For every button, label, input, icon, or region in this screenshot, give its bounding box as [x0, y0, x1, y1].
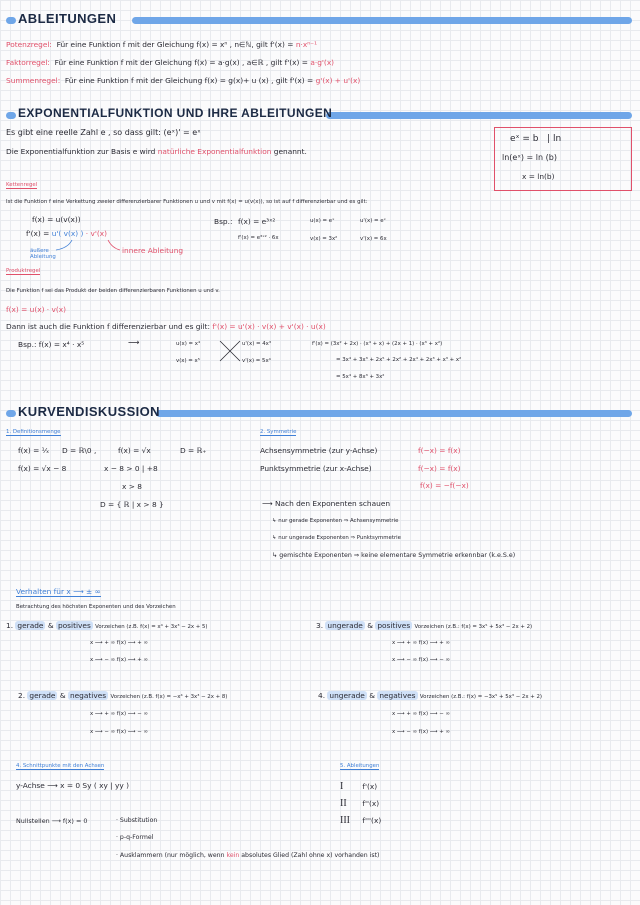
def-l1a: f(x) = ¹⁄ₓ [18, 446, 50, 455]
verhalten-case-4-l1: x ⟶ + ∞ f(x) ⟶ − ∞ [392, 711, 450, 717]
def-title: 1. Definitionsmenge [6, 429, 61, 435]
section-title-ableitungen: ABLEITUNGEN [18, 11, 117, 26]
section-bar [156, 410, 632, 417]
schnitt-y: y-Achse ⟶ x = 0 Sy ( xy | yy ) [16, 781, 129, 790]
schnitt-m1: · Substitution [116, 817, 158, 824]
section-bar [6, 112, 16, 119]
produktregel-cross [219, 340, 241, 362]
verhalten-case-2-l1: x ⟶ + ∞ f(x) ⟶ − ∞ [90, 711, 148, 717]
def-l2b: x − 8 > 0 | +8 [104, 464, 158, 473]
kettenregel-text: Ist die Funktion f eine Verkettung zweier differenzierbarer Funktionen u und v mit f(x) = u(v(x)), so ist auf f differenzierbar und es gilt: [6, 199, 368, 205]
produktregel-up: u'(x) = 4x³ [242, 341, 272, 347]
ln-box-line1: eˣ = b | ln [510, 134, 562, 144]
kettenregel-f: f(x) = u(v(x)) [32, 215, 81, 224]
verhalten-case-2-l2: x ⟶ − ∞ f(x) ⟶ − ∞ [90, 729, 148, 735]
kettenregel-u1: u(x) = eˣ [310, 218, 335, 224]
produktregel-vp: v'(x) = 5x⁴ [242, 358, 271, 364]
sym-achse-red: f(−x) = f(x) [418, 446, 461, 455]
section-title-exponential: EXPONENTIALFUNKTION UND IHRE ABLEITUNGEN [18, 106, 333, 120]
def-l1b: D = ℝ\0 , [62, 446, 97, 455]
kettenregel-up2: v'(x) = 6x [360, 236, 387, 242]
ableitung-item-1: I f'(x) [340, 781, 378, 792]
sym-b1: ↳ nur gerade Exponenten ⇒ Achsensymmetrie [272, 518, 399, 524]
ableitung-item-2: II f''(x) [340, 798, 380, 809]
exp-line1: Es gibt eine reelle Zahl e , so dass gilt: (eˣ)' = eˣ [6, 128, 201, 137]
kettenregel-bsp-label: Bsp.: [214, 217, 233, 226]
ln-box-line2: ln(eˣ) = ln (b) [502, 153, 557, 162]
verhalten-sub: Betrachtung des höchsten Exponenten und des Vorzeichen [16, 604, 176, 610]
def-l1c: f(x) = √x [118, 446, 151, 455]
kettenregel-up1: u'(x) = eˣ [360, 218, 386, 224]
ln-box-line3: x = ln(b) [522, 172, 555, 181]
verhalten-case-3: 3. ungerade & positives Vorzeichen (z.B.: f(x) = 3x⁵ + 5x³ − 2x + 2) [316, 621, 533, 630]
sym-punkt: Punktsymmetrie (zur x-Achse) [260, 464, 372, 473]
verhalten-case-1-l2: x ⟶ − ∞ f(x) ⟶ + ∞ [90, 657, 148, 663]
def-l1d: D = ℝ₊ [180, 446, 207, 455]
section-bar [6, 410, 16, 417]
produktregel-u: u(x) = x⁴ [176, 341, 201, 347]
def-l3: x > 8 [122, 482, 142, 491]
section-bar [6, 17, 16, 24]
kettenregel-bsp1: f(x) = e³ˣ² [238, 217, 276, 226]
kettenregel-outer-label: äußere Ableitung [30, 248, 56, 260]
produktregel-text: Die Funktion f sei das Produkt der beiden differenzierbaren Funktionen u und v. [6, 288, 220, 294]
def-l4: D = { ℝ | x > 8 } [100, 500, 164, 509]
verhalten-case-4-l2: x ⟶ − ∞ f(x) ⟶ + ∞ [392, 729, 450, 735]
sym-title: 2. Symmetrie [260, 429, 297, 435]
ableitungen5-title: 5. Ableitungen [340, 763, 380, 769]
verhalten-case-1-l1: x ⟶ + ∞ f(x) ⟶ + ∞ [90, 640, 148, 646]
sym-achse: Achsensymmetrie (zur y-Achse) [260, 446, 378, 455]
produktregel-r1: f'(x) = (3x² + 2x) · (x⁴ + x) + (2x + 1) · (x³ + x²) [312, 341, 443, 347]
produktregel-v: v(x) = x⁵ [176, 358, 200, 364]
section-bar [132, 17, 632, 24]
schnitt-title: 4. Schnittpunkte mit den Achsen [16, 763, 105, 769]
kettenregel-title: Kettenregel [6, 182, 38, 188]
kettenregel-fprime: f'(x) = u'( v(x) ) · v'(x) [26, 229, 107, 238]
rule-faktorregel: Faktorregel: Für eine Funktion f mit der Gleichung f(x) = a·g(x) , a∈ℝ , gilt f'(x) = a·g'(x) [6, 58, 335, 67]
sym-punkt-red1: f(−x) = f(x) [418, 464, 461, 473]
schnitt-null: Nullstellen ⟶ f(x) = 0 [16, 817, 88, 825]
produktregel-bsp: Bsp.: f(x) = x⁴ · x⁵ [18, 340, 85, 349]
produktregel-formula: f(x) = u(x) · v(x) [6, 305, 67, 314]
def-l2a: f(x) = √x − 8 [18, 464, 67, 473]
rule-potenzregel: Potenzregel: Für eine Funktion f mit der Gleichung f(x) = xⁿ , n∈ℕ, gilt f'(x) = n·xⁿ⁻¹ [6, 40, 318, 49]
schnitt-m3: · Ausklammern (nur möglich, wenn kein absolutes Glied (Zahl ohne x) vorhanden ist) [116, 852, 380, 859]
sym-nach: ⟶ Nach den Exponenten schauen [262, 499, 391, 508]
produktregel-arrow: ⟶ [128, 338, 140, 347]
verhalten-case-3-l1: x ⟶ + ∞ f(x) ⟶ + ∞ [392, 640, 450, 646]
section-title-kurvendiskussion: KURVENDISKUSSION [18, 404, 160, 419]
exp-line2: Die Exponentialfunktion zur Basis e wird natürliche Exponentialfunktion genannt. [6, 147, 307, 156]
section-bar [326, 112, 632, 119]
sym-b2: ↳ nur ungerade Exponenten ⇒ Punktsymmetrie [272, 535, 401, 541]
produktregel-r3: = 5x⁴ + 8x³ + 3x² [336, 374, 385, 380]
sym-punkt-red2: f(x) = −f(−x) [420, 481, 469, 490]
sym-b3: ↳ gemischte Exponenten ⇒ keine elementare Symmetrie erkennbar (k.e.S.e) [272, 552, 516, 559]
verhalten-case-1: 1. gerade & positives Vorzeichen (z.B. f(x) = x⁴ + 3x³ − 2x + 5) [6, 621, 208, 630]
ableitung-item-3: III f'''(x) [340, 815, 382, 826]
verhalten-case-4: 4. ungerade & negatives Vorzeichen (z.B.: f(x) = −3x⁵ + 5x³ − 2x + 2) [318, 691, 543, 700]
verhalten-title: Verhalten für x ⟶ ± ∞ [16, 587, 101, 596]
verhalten-case-3-l2: x ⟶ − ∞ f(x) ⟶ − ∞ [392, 657, 450, 663]
produktregel-r2: = 3x⁴ + 3x³ + 2x⁵ + 2x² + 2x⁴ + 2x³ + x³ + x² [336, 357, 462, 363]
schnitt-m2: · p-q-Formel [116, 834, 154, 841]
verhalten-case-2: 2. gerade & negatives Vorzeichen (z.B. f(x) = −x⁴ + 3x³ − 2x + 8) [18, 691, 228, 700]
kettenregel-u2: v(x) = 3x² [310, 236, 338, 242]
produktregel-title: Produktregel [6, 268, 41, 274]
kettenregel-inner-label: innere Ableitung [122, 246, 184, 255]
kettenregel-bsp2: f'(x) = e³ˣ² · 6x [238, 235, 279, 241]
rule-summenregel: Summenregel: Für eine Funktion f mit der Gleichung f(x) = g(x)+ u (x) , gilt f'(x) = g'(x) + u'(x) [6, 76, 361, 85]
produktregel-then: Dann ist auch die Funktion f differenzierbar und es gilt: f'(x) = u'(x) · v(x) + v'(x) · u(x) [6, 322, 326, 331]
